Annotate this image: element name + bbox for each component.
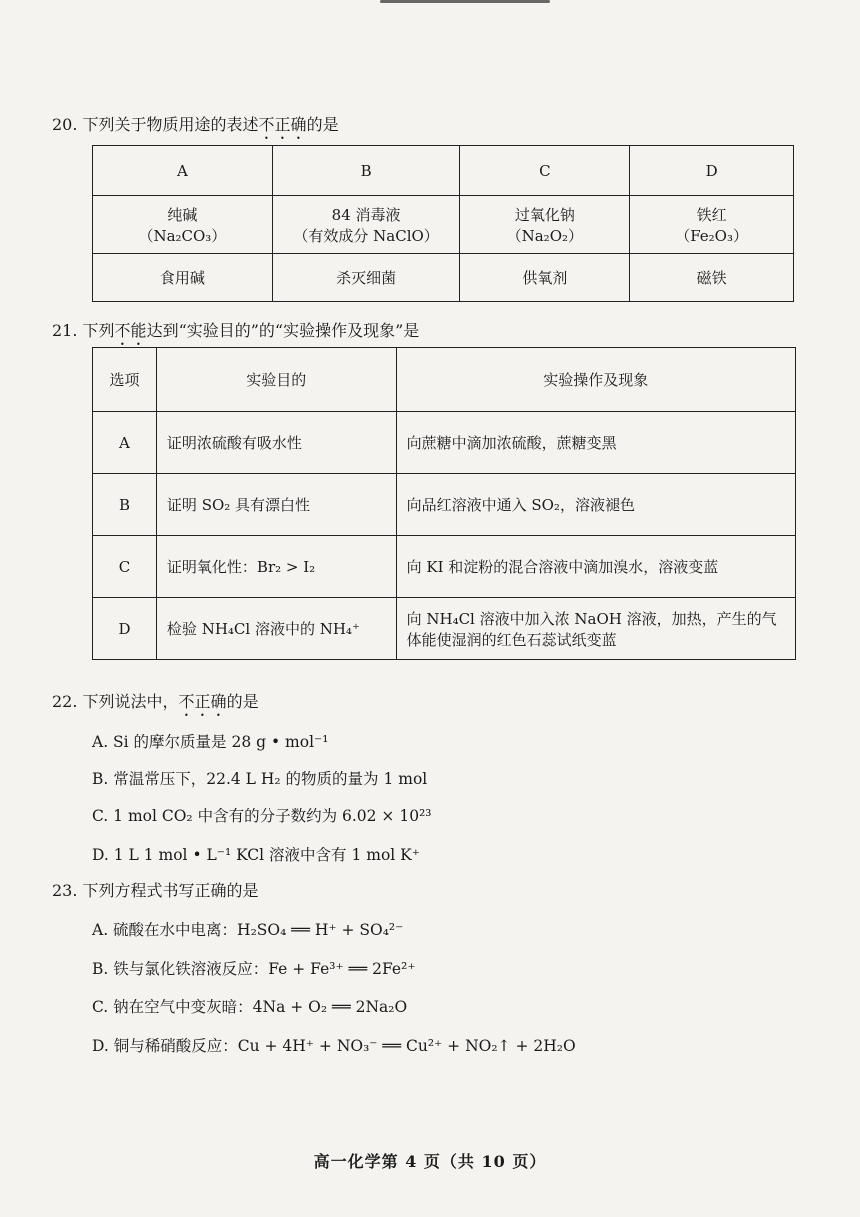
q22-option-d: D. 1 L 1 mol • L⁻¹ KCl 溶液中含有 1 mol K⁺ [92, 846, 420, 864]
q20-use-c: 供氧剂 [460, 254, 630, 302]
q22-stem-before: 22. 下列说法中， [52, 692, 179, 711]
row-option: D [93, 598, 157, 660]
row-goal: 证明 SO₂ 具有漂白性 [156, 474, 396, 536]
q20-substance-b [272, 196, 460, 254]
q23-option-b: B. 铁与氯化铁溶液反应：Fe + Fe³⁺ ══ 2Fe²⁺ [92, 960, 416, 978]
q23-option-c: C. 钠在空气中变灰暗：4Na + O₂ ══ 2Na₂O [92, 998, 408, 1016]
q21-header-goal: 实验目的 [156, 348, 396, 412]
q20-stem-before: 20. 下列关于物质用途的表述 [52, 115, 259, 134]
table-row [93, 536, 796, 598]
q20-substance-d [630, 196, 794, 254]
q20-header-a: A [93, 146, 273, 196]
table-row [93, 598, 796, 660]
substance-name: 过氧化钠 [514, 205, 575, 224]
q20-header-d: D [630, 146, 794, 196]
page-footer: 高一化学第 4 页（共 10 页） [313, 1152, 547, 1171]
row-option: A [93, 412, 157, 474]
row-goal: 检验 NH₄Cl 溶液中的 NH₄⁺ [156, 598, 396, 660]
substance-name: 铁红 [696, 205, 727, 224]
question-22-stem [52, 689, 259, 720]
row-goal: 证明浓硫酸有吸水性 [156, 412, 396, 474]
q20-use-row [93, 254, 794, 302]
substance-name: 84 消毒液 [331, 205, 401, 224]
q22-option-a: A. Si 的摩尔质量是 28 g • mol⁻¹ [92, 733, 329, 751]
row-option: B [93, 474, 157, 536]
q20-header-b: B [272, 146, 460, 196]
substance-name: 纯碱 [167, 205, 198, 224]
q20-stem-after: 的是 [306, 115, 339, 134]
q20-use-d: 磁铁 [630, 254, 794, 302]
q20-substance-a [93, 196, 273, 254]
row-operation: 向 NH₄Cl 溶液中加入浓 NaOH 溶液，加热，产生的气体能使湿润的红色石蕊试纸变蓝 [396, 598, 795, 660]
substance-formula: （有效成分 NaClO） [293, 226, 439, 245]
q20-substance-row [93, 196, 794, 254]
table-row [93, 474, 796, 536]
q20-substance-c [460, 196, 630, 254]
substance-formula: （Na₂CO₃） [138, 226, 227, 245]
row-operation: 向品红溶液中通入 SO₂，溶液褪色 [396, 474, 795, 536]
q21-header-operation: 实验操作及现象 [396, 348, 795, 412]
q23-option-d: D. 铜与稀硝酸反应：Cu + 4H⁺ + NO₃⁻ ══ Cu²⁺ + NO₂↑ + 2H₂O [92, 1037, 576, 1055]
q21-table [92, 347, 796, 660]
question-20-stem [52, 112, 339, 143]
q22-option-b: B. 常温常压下，22.4 L H₂ 的物质的量为 1 mol [92, 770, 428, 788]
row-goal: 证明氧化性：Br₂ > I₂ [156, 536, 396, 598]
q22-option-c: C. 1 mol CO₂ 中含有的分子数约为 6.02 × 10²³ [92, 807, 432, 825]
substance-formula: （Fe₂O₃） [675, 226, 748, 245]
q20-table [92, 145, 794, 302]
q23-option-a: A. 硫酸在水中电离：H₂SO₄ ══ H⁺ + SO₄²⁻ [92, 921, 404, 939]
question-23-stem: 23. 下列方程式书写正确的是 [52, 881, 259, 900]
q21-header-option: 选项 [93, 348, 157, 412]
row-operation: 向 KI 和淀粉的混合溶液中滴加溴水，溶液变蓝 [396, 536, 795, 598]
substance-formula: （Na₂O₂） [506, 226, 584, 245]
q20-header-c: C [460, 146, 630, 196]
q20-stem-emphasis: 不正确 [258, 115, 307, 134]
question-21-stem [52, 318, 419, 349]
q21-stem-emphasis: 不能 [114, 321, 147, 340]
q21-stem-before: 21. 下列 [52, 321, 115, 340]
q20-use-b: 杀灭细菌 [272, 254, 460, 302]
table-row [93, 412, 796, 474]
q21-header-row [93, 348, 796, 412]
row-option: C [93, 536, 157, 598]
q22-stem-after: 的是 [226, 692, 259, 711]
q20-use-a: 食用碱 [93, 254, 273, 302]
q20-header-row [93, 146, 794, 196]
q21-stem-after: 达到“实验目的”的“实验操作及现象”是 [146, 321, 420, 340]
q22-stem-emphasis: 不正确 [178, 692, 227, 711]
top-scan-mark [380, 0, 550, 3]
row-operation: 向蔗糖中滴加浓硫酸，蔗糖变黑 [396, 412, 795, 474]
